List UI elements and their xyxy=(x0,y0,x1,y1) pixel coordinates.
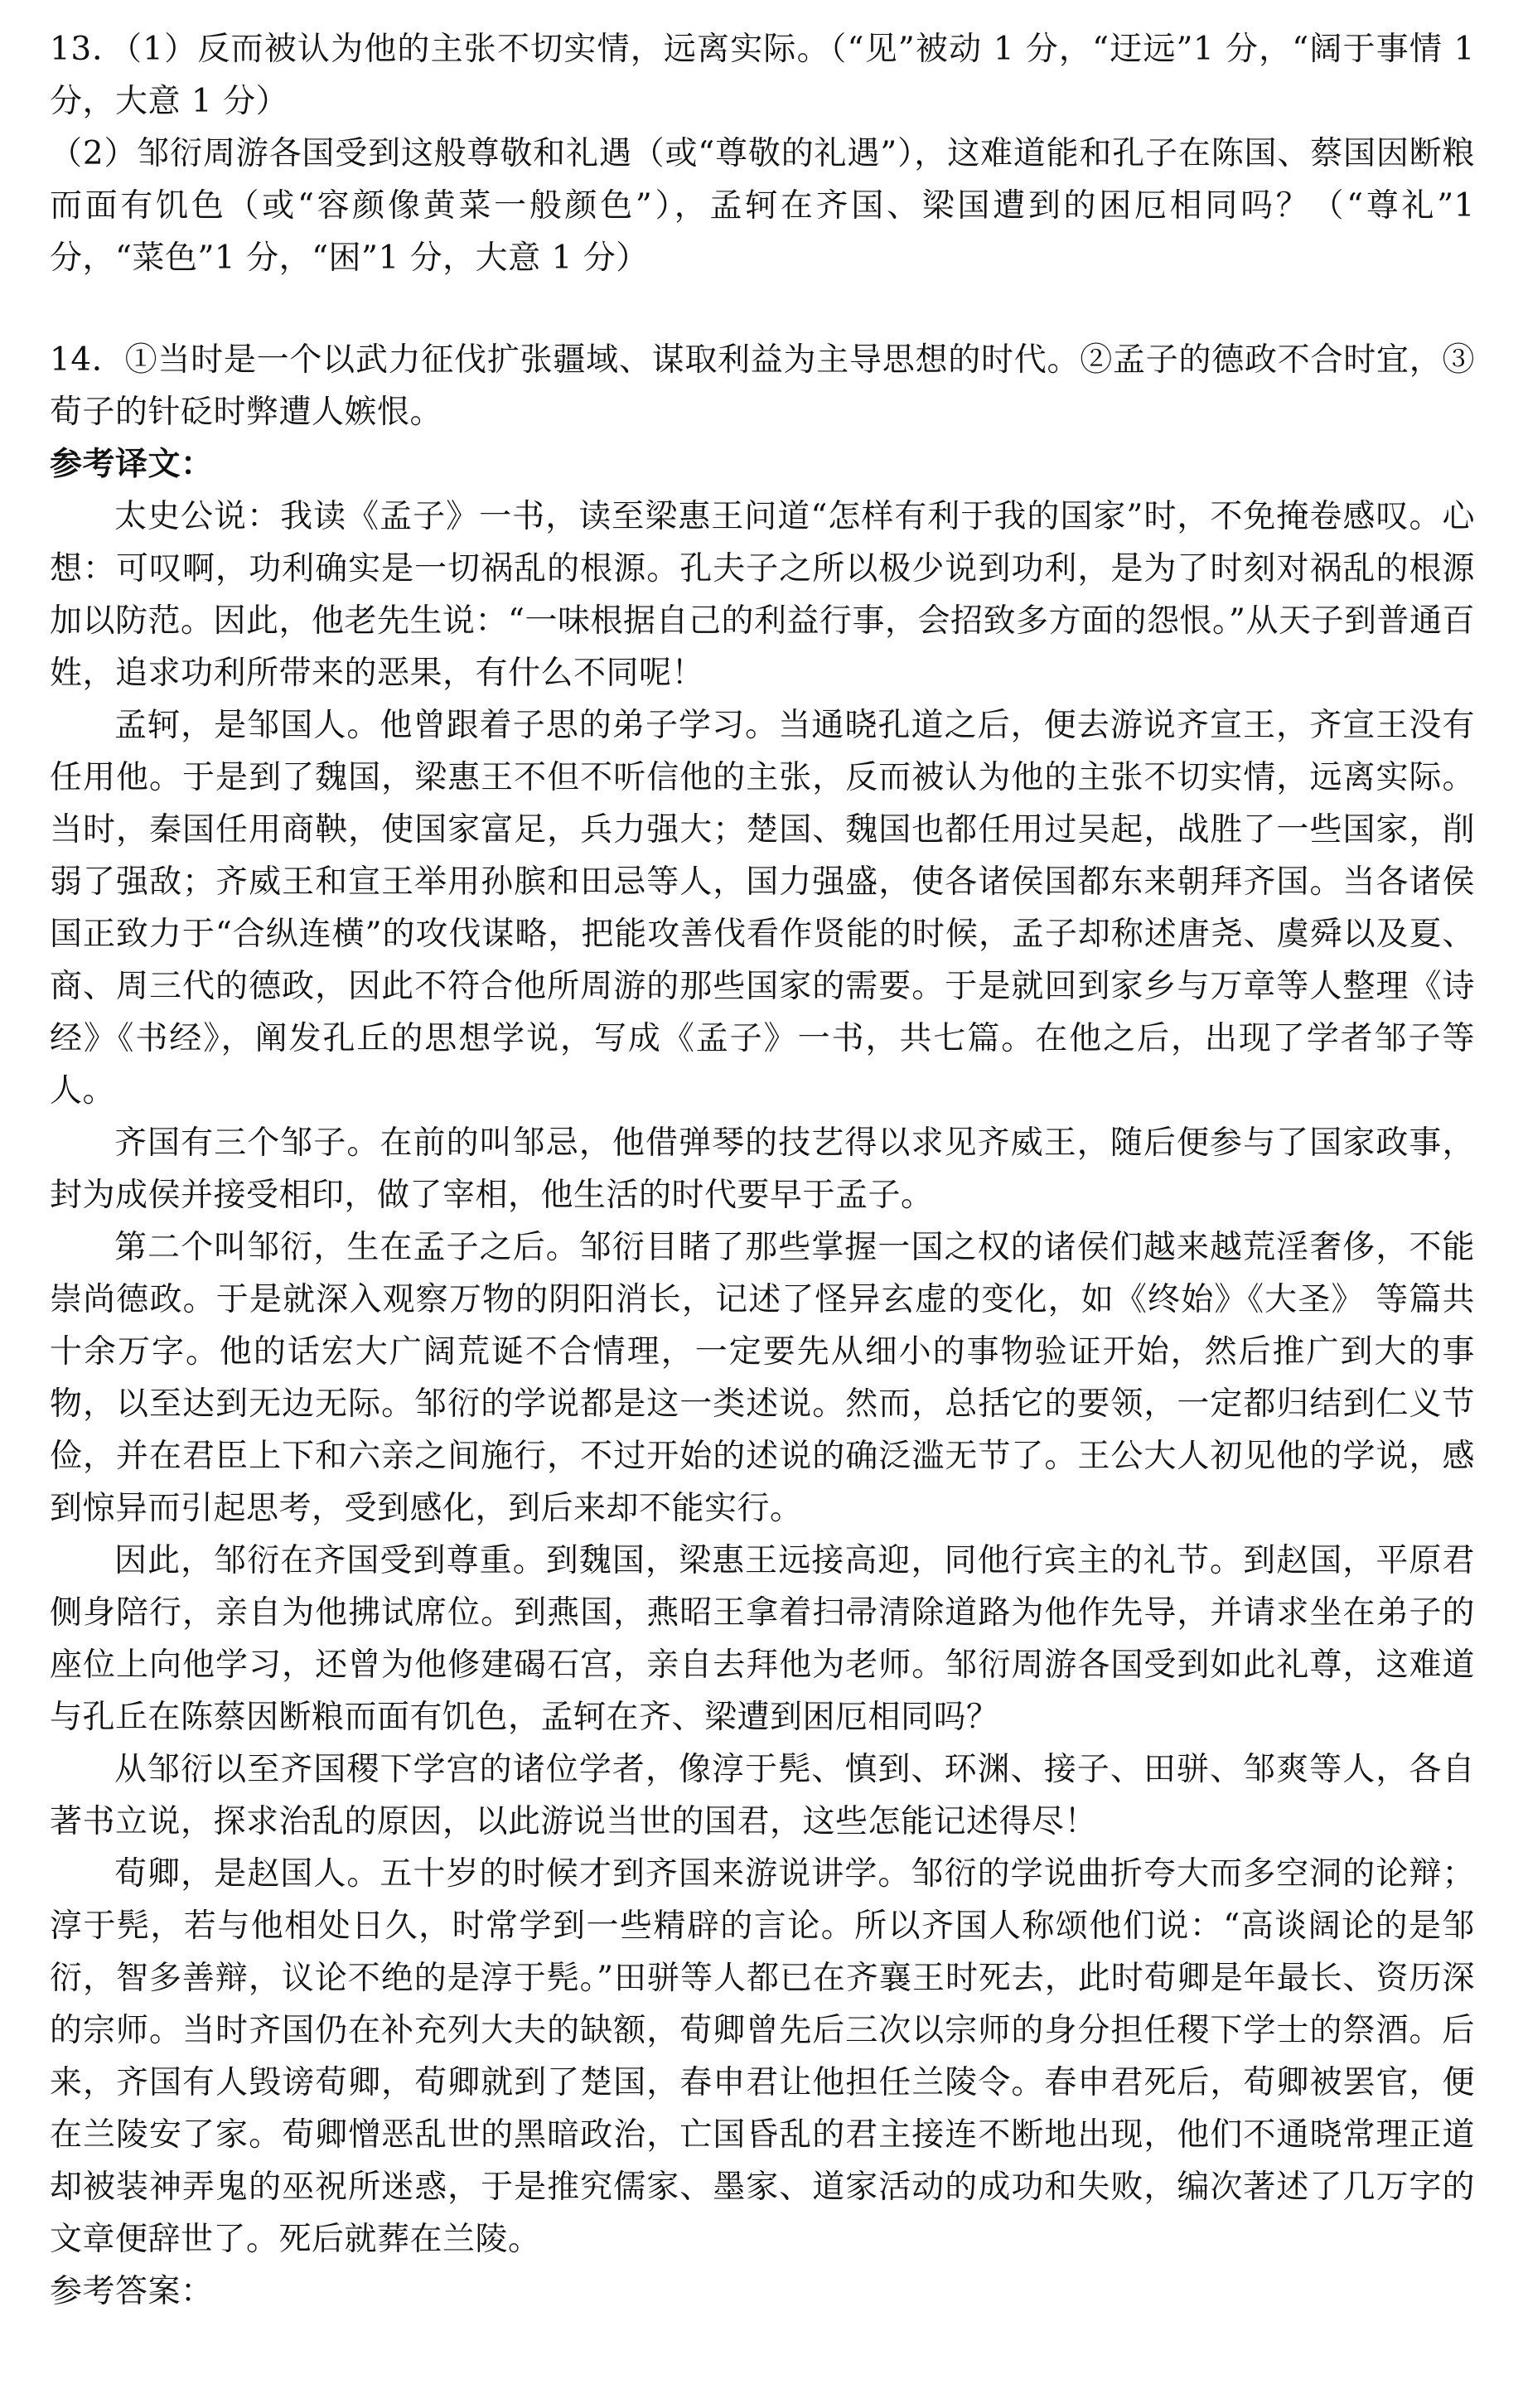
translation-paragraph-4: 第二个叫邹衍，生在孟子之后。邹衍目睹了那些掌握一国之权的诸侯们越来越荒淫奢侈，不能崇尚德政。于是就深入观察万物的阴阳消长，记述了怪异玄虚的变化，如《终始》《大圣》 等篇共十余万字。他的话宏大广阔荒诞不合情理，一定要先从细小的事物验证开始，然后推广到大的事物，以至达到无边无际。邹衍的学说都是这一类述说。然而，总括它的要领，一定都归结到仁义节俭，并在君臣上下和六亲之间施行，不过开始的述说的确泛滥无节了。王公大人初见他的学说，感到惊异而引起思考，受到感化，到后来却不能实行。 xyxy=(50,1229,1475,1527)
translation-heading: 参考译文： xyxy=(50,446,214,483)
section-gap xyxy=(50,284,1475,334)
q13-part1: 13．（1）反而被认为他的主张不切实情，远离实际。（“见”被动 1 分，“迂远”1 分，“阔于事情 1 分，大意 1 分） xyxy=(50,31,1475,120)
translation-paragraph-6: 从邹衍以至齐国稷下学宫的诸位学者，像淳于髡、慎到、环渊、接子、田骈、邹爽等人，各自著书立说，探求治乱的原因，以此游说当世的国君，这些怎能记述得尽！ xyxy=(50,1751,1475,1840)
q14-answer: 14．①当时是一个以武力征伐扩张疆域、谋取利益为主导思想的时代。②孟子的德政不合时宜，③荀子的针砭时弊遭人嫉恨。 xyxy=(50,341,1475,431)
translation-paragraph-7: 荀卿，是赵国人。五十岁的时候才到齐国来游说讲学。邹衍的学说曲折夸大而多空洞的论辩；淳于髡，若与他相处日久，时常学到一些精辟的言论。所以齐国人称颂他们说：“高谈阔论的是邹衍，智多善辩，议论不绝的是淳于髡。”田骈等人都已在齐襄王时死去，此时荀卿是年最长、资历深的宗师。当时齐国仍在补充列大夫的缺额，荀卿曾先后三次以宗师的身分担任稷下学士的祭酒。后来，齐国有人毁谤荀卿，荀卿就到了楚国，春申君让他担任兰陵令。春申君死后，荀卿被罢官，便在兰陵安了家。荀卿憎恶乱世的黑暗政治，亡国昏乱的君主接连不断地出现，他们不通晓常理正道却被装神弄鬼的巫祝所迷惑，于是推究儒家、墨家、道家活动的成功和失败，编次著述了几万字的文章便辞世了。死后就葬在兰陵。 xyxy=(50,1855,1475,2258)
document-page xyxy=(50,23,1475,2318)
q13-part2: （2）邹衍周游各国受到这般尊敬和礼遇（或“尊敬的礼遇”），这难道能和孔子在陈国、蔡国因断粮而面有饥色（或“容颜像黄菜一般颜色”），孟轲在齐国、梁国遭到的困厄相同吗？（“尊礼”1 分，“菜色”1 分，“困”1 分，大意 1 分） xyxy=(50,135,1475,277)
translation-paragraph-5: 因此，邹衍在齐国受到尊重。到魏国，梁惠王远接高迎，同他行宾主的礼节。到赵国，平原君侧身陪行，亲自为他拂试席位。到燕国，燕昭王拿着扫帚清除道路为他作先导，并请求坐在弟子的座位上向他学习，还曾为他修建碣石宫，亲自去拜他为老师。邹衍周游各国受到如此礼尊，这难道与孔丘在陈蔡因断粮而面有饥色，孟轲在齐、梁遭到困厄相同吗？ xyxy=(50,1542,1475,1736)
answer-heading: 参考答案： xyxy=(50,2273,214,2310)
translation-paragraph-2: 孟轲，是邹国人。他曾跟着子思的弟子学习。当通晓孔道之后，便去游说齐宣王，齐宣王没有任用他。于是到了魏国，梁惠王不但不听信他的主张，反而被认为他的主张不切实情，远离实际。当时，秦国任用商鞅，使国家富足，兵力强大；楚国、魏国也都任用过吴起，战胜了一些国家，削弱了强敌；齐威王和宣王举用孙膑和田忌等人，国力强盛，使各诸侯国都东来朝拜齐国。当各诸侯国正致力于“合纵连横”的攻伐谋略，把能攻善伐看作贤能的时候，孟子却称述唐尧、虞舜以及夏、商、周三代的德政，因此不符合他所周游的那些国家的需要。于是就回到家乡与万章等人整理《诗经》《书经》，阐发孔丘的思想学说，写成《孟子》一书，共七篇。在他之后，出现了学者邹子等人。 xyxy=(50,707,1475,1110)
translation-paragraph-1: 太史公说：我读《孟子》一书，读至梁惠王问道“怎样有利于我的国家”时，不免掩卷感叹。心想：可叹啊，功利确实是一切祸乱的根源。孔夫子之所以极少说到功利，是为了时刻对祸乱的根源加以防范。因此，他老先生说：“一味根据自己的利益行事，会招致多方面的怨恨。”从天子到普通百姓，追求功利所带来的恶果，有什么不同呢！ xyxy=(50,498,1475,692)
translation-paragraph-3: 齐国有三个邹子。在前的叫邹忌，他借弹琴的技艺得以求见齐威王，随后便参与了国家政事，封为成侯并接受相印，做了宰相，他生活的时代要早于孟子。 xyxy=(50,1124,1475,1214)
